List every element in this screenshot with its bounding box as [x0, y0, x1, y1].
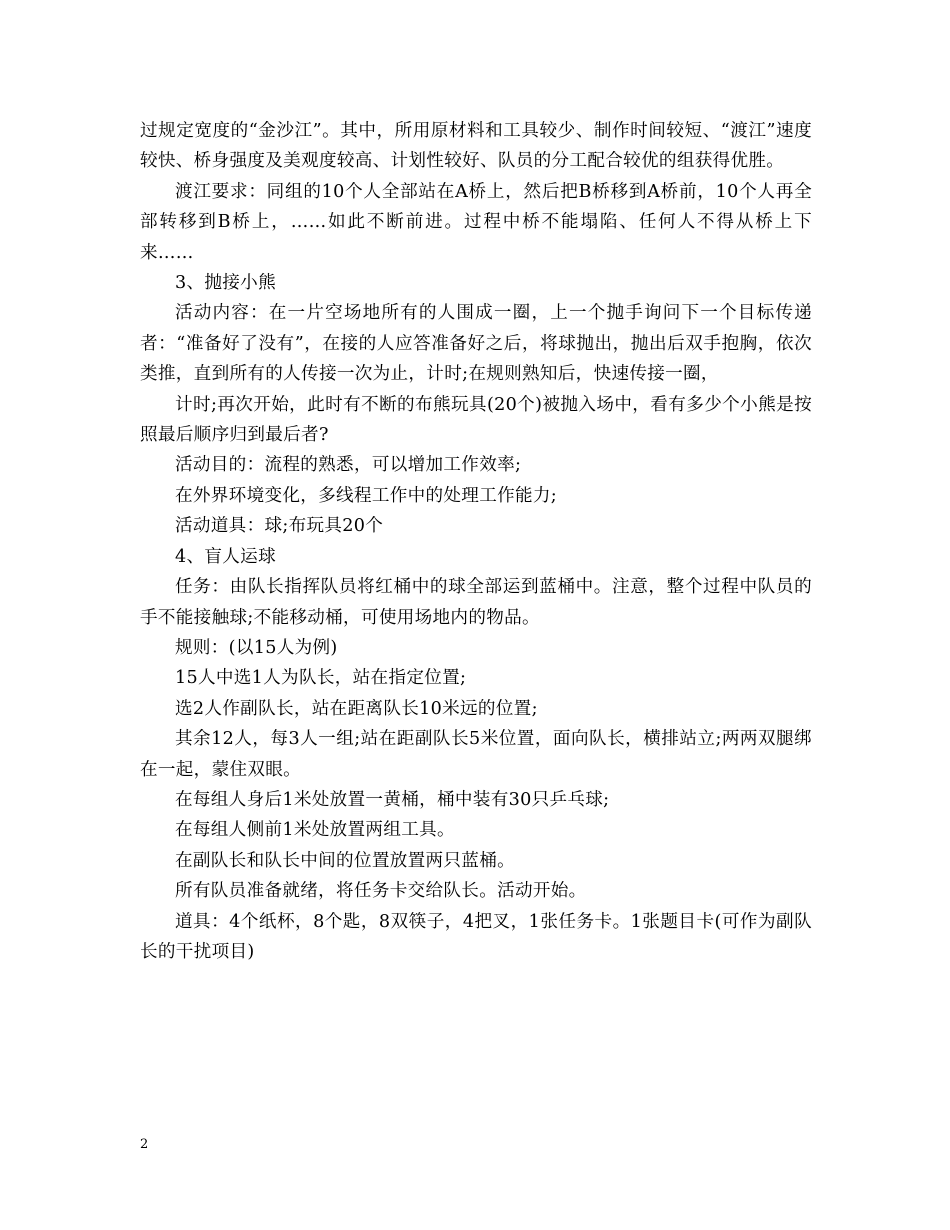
paragraph-19: 道具：4个纸杯，8个匙，8双筷子，4把叉，1张任务卡。1张题目卡(可作为副队长的干扰项目): [140, 911, 812, 962]
paragraph-13: 选2人作副队长，站在距离队长10米远的位置;: [175, 698, 538, 719]
paragraph-12: 15人中选1人为队长，站在指定位置;: [175, 668, 467, 689]
paragraph-17: 在副队长和队长中间的位置放置两只蓝桶。: [175, 850, 515, 871]
paragraph-15: 在每组人身后1米处放置一黄桶，桶中装有30只乒乓球;: [175, 789, 610, 810]
paragraph-4: 活动内容：在一片空场地所有的人围成一圈，上一个抛手询问下一个目标传递者：“准备好了没有”，在接的人应答准备好之后，将球抛出，抛出后双手抱胸，依次类推，直到所有的人传接一次为止，计时;在规则熟知后，快速传接一圈，: [140, 303, 812, 385]
paragraph-2: 渡江要求：同组的10个人全部站在A桥上，然后把B桥移到A桥前，10个人再全部转移到B桥上，……如此不断前进。过程中桥不能塌陷、任何人不得从桥上下来……: [140, 181, 812, 263]
paragraph-11: 规则：(以15人为例): [175, 637, 338, 658]
section-heading-3: 3、抛接小熊: [175, 273, 276, 294]
paragraph-16: 在每组人侧前1米处放置两组工具。: [175, 820, 455, 841]
paragraph-7: 在外界环境变化，多线程工作中的处理工作能力;: [175, 485, 557, 506]
paragraph-10: 任务：由队长指挥队员将红桶中的球全部运到蓝桶中。注意，整个过程中队员的手不能接触球;不能移动桶，可使用场地内的物品。: [140, 577, 812, 628]
section-heading-4: 4、盲人运球: [175, 546, 276, 567]
paragraph-5: 计时;再次开始，此时有不断的布熊玩具(20个)被抛入场中，看有多少个小熊是按照最后顺序归到最后者?: [140, 394, 812, 446]
paragraph-14: 其余12人，每3人一组;站在距副队长5米位置，面向队长，横排站立;两两双腿绑在一起，蒙住双眼。: [140, 729, 812, 780]
paragraph-8: 活动道具：球;布玩具20个: [175, 516, 384, 537]
paragraph-1: 过规定宽度的“金沙江”。其中，所用原材料和工具较少、制作时间较短、“渡江”速度较快、桥身强度及美观度较高、计划性较好、队员的分工配合较优的组获得优胜。: [140, 121, 812, 172]
document-body: [140, 116, 812, 967]
paragraph-6: 活动目的：流程的熟悉，可以增加工作效率;: [175, 455, 522, 476]
page-number: 2: [140, 1137, 149, 1152]
paragraph-18: 所有队员准备就绪，将任务卡交给队长。活动开始。: [175, 881, 587, 902]
